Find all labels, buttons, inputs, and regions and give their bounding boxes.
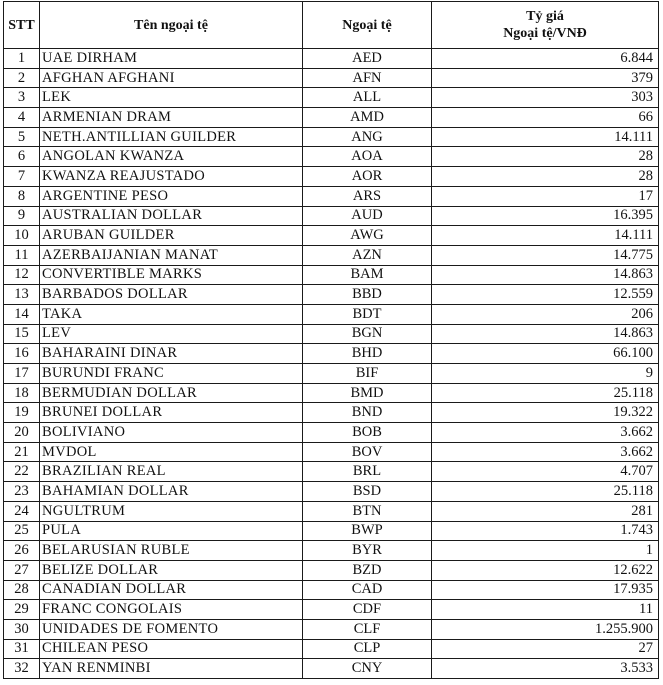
row-currency-code: CNY bbox=[303, 659, 432, 679]
row-currency-name: BRAZILIAN REAL bbox=[40, 462, 303, 482]
row-currency-name: BOLIVIANO bbox=[40, 423, 303, 443]
row-currency-name: ARGENTINE PESO bbox=[40, 186, 303, 206]
row-currency-name: LEV bbox=[40, 324, 303, 344]
table-row bbox=[4, 364, 659, 384]
row-exchange-rate: 17.935 bbox=[432, 580, 659, 600]
row-currency-name: BARBADOS DOLLAR bbox=[40, 285, 303, 305]
row-exchange-rate: 66 bbox=[432, 108, 659, 128]
row-currency-name: FRANC CONGOLAIS bbox=[40, 600, 303, 620]
table-row bbox=[4, 482, 659, 502]
row-currency-name: AUSTRALIAN DOLLAR bbox=[40, 206, 303, 226]
row-exchange-rate: 25.118 bbox=[432, 482, 659, 502]
row-currency-name: ARUBAN GUILDER bbox=[40, 226, 303, 246]
header-stt: STT bbox=[4, 2, 40, 49]
row-exchange-rate: 14.111 bbox=[432, 127, 659, 147]
row-currency-code: CAD bbox=[303, 580, 432, 600]
row-stt: 3 bbox=[4, 88, 40, 108]
row-exchange-rate: 17 bbox=[432, 186, 659, 206]
table-body bbox=[4, 49, 659, 679]
table-header bbox=[4, 2, 659, 49]
row-exchange-rate: 281 bbox=[432, 501, 659, 521]
row-currency-code: BSD bbox=[303, 482, 432, 502]
row-stt: 10 bbox=[4, 226, 40, 246]
row-exchange-rate: 9 bbox=[432, 364, 659, 384]
row-stt: 23 bbox=[4, 482, 40, 502]
row-exchange-rate: 6.844 bbox=[432, 49, 659, 69]
row-stt: 16 bbox=[4, 344, 40, 364]
row-stt: 14 bbox=[4, 304, 40, 324]
row-exchange-rate: 3.662 bbox=[432, 442, 659, 462]
row-stt: 6 bbox=[4, 147, 40, 167]
row-currency-code: AOA bbox=[303, 147, 432, 167]
row-currency-name: BELIZE DOLLAR bbox=[40, 560, 303, 580]
table-row bbox=[4, 186, 659, 206]
row-exchange-rate: 3.533 bbox=[432, 659, 659, 679]
row-stt: 20 bbox=[4, 423, 40, 443]
table-row bbox=[4, 88, 659, 108]
row-stt: 9 bbox=[4, 206, 40, 226]
row-currency-name: CONVERTIBLE MARKS bbox=[40, 265, 303, 285]
row-stt: 7 bbox=[4, 167, 40, 187]
row-currency-code: CDF bbox=[303, 600, 432, 620]
row-exchange-rate: 12.622 bbox=[432, 560, 659, 580]
header-rate-line1: Tỷ giá bbox=[526, 9, 564, 24]
row-exchange-rate: 14.863 bbox=[432, 324, 659, 344]
row-currency-name: NETH.ANTILLIAN GUILDER bbox=[40, 127, 303, 147]
table-row bbox=[4, 442, 659, 462]
row-exchange-rate: 206 bbox=[432, 304, 659, 324]
row-exchange-rate: 12.559 bbox=[432, 285, 659, 305]
row-currency-name: BURUNDI FRANC bbox=[40, 364, 303, 384]
row-stt: 5 bbox=[4, 127, 40, 147]
row-exchange-rate: 14.863 bbox=[432, 265, 659, 285]
row-exchange-rate: 16.395 bbox=[432, 206, 659, 226]
row-currency-code: AWG bbox=[303, 226, 432, 246]
row-stt: 22 bbox=[4, 462, 40, 482]
row-currency-code: BOB bbox=[303, 423, 432, 443]
table-row bbox=[4, 68, 659, 88]
row-currency-name: YAN RENMINBI bbox=[40, 659, 303, 679]
row-stt: 12 bbox=[4, 265, 40, 285]
row-exchange-rate: 3.662 bbox=[432, 423, 659, 443]
row-stt: 17 bbox=[4, 364, 40, 384]
row-exchange-rate: 27 bbox=[432, 639, 659, 659]
row-exchange-rate: 1.743 bbox=[432, 521, 659, 541]
table-row bbox=[4, 383, 659, 403]
header-currency-name: Tên ngoại tệ bbox=[40, 2, 303, 49]
row-stt: 30 bbox=[4, 619, 40, 639]
row-currency-name: BELARUSIAN RUBLE bbox=[40, 541, 303, 561]
row-stt: 32 bbox=[4, 659, 40, 679]
row-stt: 25 bbox=[4, 521, 40, 541]
table-row bbox=[4, 324, 659, 344]
table-row bbox=[4, 639, 659, 659]
row-stt: 18 bbox=[4, 383, 40, 403]
row-exchange-rate: 1 bbox=[432, 541, 659, 561]
row-currency-name: MVDOL bbox=[40, 442, 303, 462]
table-row bbox=[4, 285, 659, 305]
row-stt: 15 bbox=[4, 324, 40, 344]
table-row bbox=[4, 226, 659, 246]
table-row bbox=[4, 501, 659, 521]
row-stt: 13 bbox=[4, 285, 40, 305]
row-currency-code: BTN bbox=[303, 501, 432, 521]
table-row bbox=[4, 521, 659, 541]
row-currency-name: NGULTRUM bbox=[40, 501, 303, 521]
row-currency-name: BRUNEI DOLLAR bbox=[40, 403, 303, 423]
row-exchange-rate: 1.255.900 bbox=[432, 619, 659, 639]
row-currency-code: AMD bbox=[303, 108, 432, 128]
row-currency-code: BWP bbox=[303, 521, 432, 541]
table-row bbox=[4, 462, 659, 482]
table-row bbox=[4, 206, 659, 226]
row-currency-code: AZN bbox=[303, 245, 432, 265]
row-currency-name: CHILEAN PESO bbox=[40, 639, 303, 659]
row-currency-name: KWANZA REAJUSTADO bbox=[40, 167, 303, 187]
row-exchange-rate: 28 bbox=[432, 147, 659, 167]
table-row bbox=[4, 304, 659, 324]
table-row bbox=[4, 167, 659, 187]
table-row bbox=[4, 245, 659, 265]
row-exchange-rate: 19.322 bbox=[432, 403, 659, 423]
table-row bbox=[4, 541, 659, 561]
row-currency-name: CANADIAN DOLLAR bbox=[40, 580, 303, 600]
row-currency-code: AED bbox=[303, 49, 432, 69]
row-exchange-rate: 28 bbox=[432, 167, 659, 187]
row-currency-name: BAHARAINI DINAR bbox=[40, 344, 303, 364]
table-row bbox=[4, 600, 659, 620]
row-currency-code: BDT bbox=[303, 304, 432, 324]
row-currency-code: BAM bbox=[303, 265, 432, 285]
row-stt: 1 bbox=[4, 49, 40, 69]
row-exchange-rate: 66.100 bbox=[432, 344, 659, 364]
header-row bbox=[4, 2, 659, 49]
row-currency-code: ARS bbox=[303, 186, 432, 206]
row-exchange-rate: 14.775 bbox=[432, 245, 659, 265]
table-row bbox=[4, 560, 659, 580]
row-currency-code: CLF bbox=[303, 619, 432, 639]
row-currency-code: AFN bbox=[303, 68, 432, 88]
table-row bbox=[4, 147, 659, 167]
row-stt: 26 bbox=[4, 541, 40, 561]
row-stt: 28 bbox=[4, 580, 40, 600]
header-currency-code: Ngoại tệ bbox=[303, 2, 432, 49]
row-currency-name: LEK bbox=[40, 88, 303, 108]
table-row bbox=[4, 127, 659, 147]
row-exchange-rate: 4.707 bbox=[432, 462, 659, 482]
table-row bbox=[4, 403, 659, 423]
row-currency-code: ALL bbox=[303, 88, 432, 108]
row-currency-code: BZD bbox=[303, 560, 432, 580]
row-currency-name: AFGHAN AFGHANI bbox=[40, 68, 303, 88]
row-currency-code: CLP bbox=[303, 639, 432, 659]
header-exchange-rate bbox=[432, 2, 659, 49]
row-stt: 31 bbox=[4, 639, 40, 659]
row-currency-code: BMD bbox=[303, 383, 432, 403]
row-currency-code: BHD bbox=[303, 344, 432, 364]
row-currency-name: AZERBAIJANIAN MANAT bbox=[40, 245, 303, 265]
row-currency-code: BND bbox=[303, 403, 432, 423]
table-row bbox=[4, 265, 659, 285]
row-currency-name: UNIDADES DE FOMENTO bbox=[40, 619, 303, 639]
row-currency-code: BIF bbox=[303, 364, 432, 384]
row-currency-code: BYR bbox=[303, 541, 432, 561]
row-currency-name: PULA bbox=[40, 521, 303, 541]
row-currency-name: BAHAMIAN DOLLAR bbox=[40, 482, 303, 502]
table-row bbox=[4, 659, 659, 679]
row-currency-code: AOR bbox=[303, 167, 432, 187]
row-stt: 21 bbox=[4, 442, 40, 462]
row-stt: 11 bbox=[4, 245, 40, 265]
table-row bbox=[4, 344, 659, 364]
row-currency-code: BGN bbox=[303, 324, 432, 344]
row-stt: 19 bbox=[4, 403, 40, 423]
row-currency-code: ANG bbox=[303, 127, 432, 147]
row-exchange-rate: 25.118 bbox=[432, 383, 659, 403]
row-stt: 27 bbox=[4, 560, 40, 580]
row-stt: 4 bbox=[4, 108, 40, 128]
row-currency-name: ANGOLAN KWANZA bbox=[40, 147, 303, 167]
row-stt: 8 bbox=[4, 186, 40, 206]
row-stt: 24 bbox=[4, 501, 40, 521]
row-exchange-rate: 379 bbox=[432, 68, 659, 88]
row-exchange-rate: 14.111 bbox=[432, 226, 659, 246]
row-stt: 29 bbox=[4, 600, 40, 620]
table-row bbox=[4, 49, 659, 69]
table-row bbox=[4, 423, 659, 443]
exchange-rate-table bbox=[3, 1, 659, 679]
row-stt: 2 bbox=[4, 68, 40, 88]
row-exchange-rate: 11 bbox=[432, 600, 659, 620]
row-currency-code: BOV bbox=[303, 442, 432, 462]
row-currency-code: BBD bbox=[303, 285, 432, 305]
header-rate-line2: Ngoại tệ/VNĐ bbox=[503, 26, 587, 41]
row-currency-code: BRL bbox=[303, 462, 432, 482]
row-currency-code: AUD bbox=[303, 206, 432, 226]
row-currency-name: BERMUDIAN DOLLAR bbox=[40, 383, 303, 403]
table-row bbox=[4, 619, 659, 639]
table-row bbox=[4, 108, 659, 128]
row-currency-name: TAKA bbox=[40, 304, 303, 324]
row-exchange-rate: 303 bbox=[432, 88, 659, 108]
row-currency-name: UAE DIRHAM bbox=[40, 49, 303, 69]
table-row bbox=[4, 580, 659, 600]
row-currency-name: ARMENIAN DRAM bbox=[40, 108, 303, 128]
